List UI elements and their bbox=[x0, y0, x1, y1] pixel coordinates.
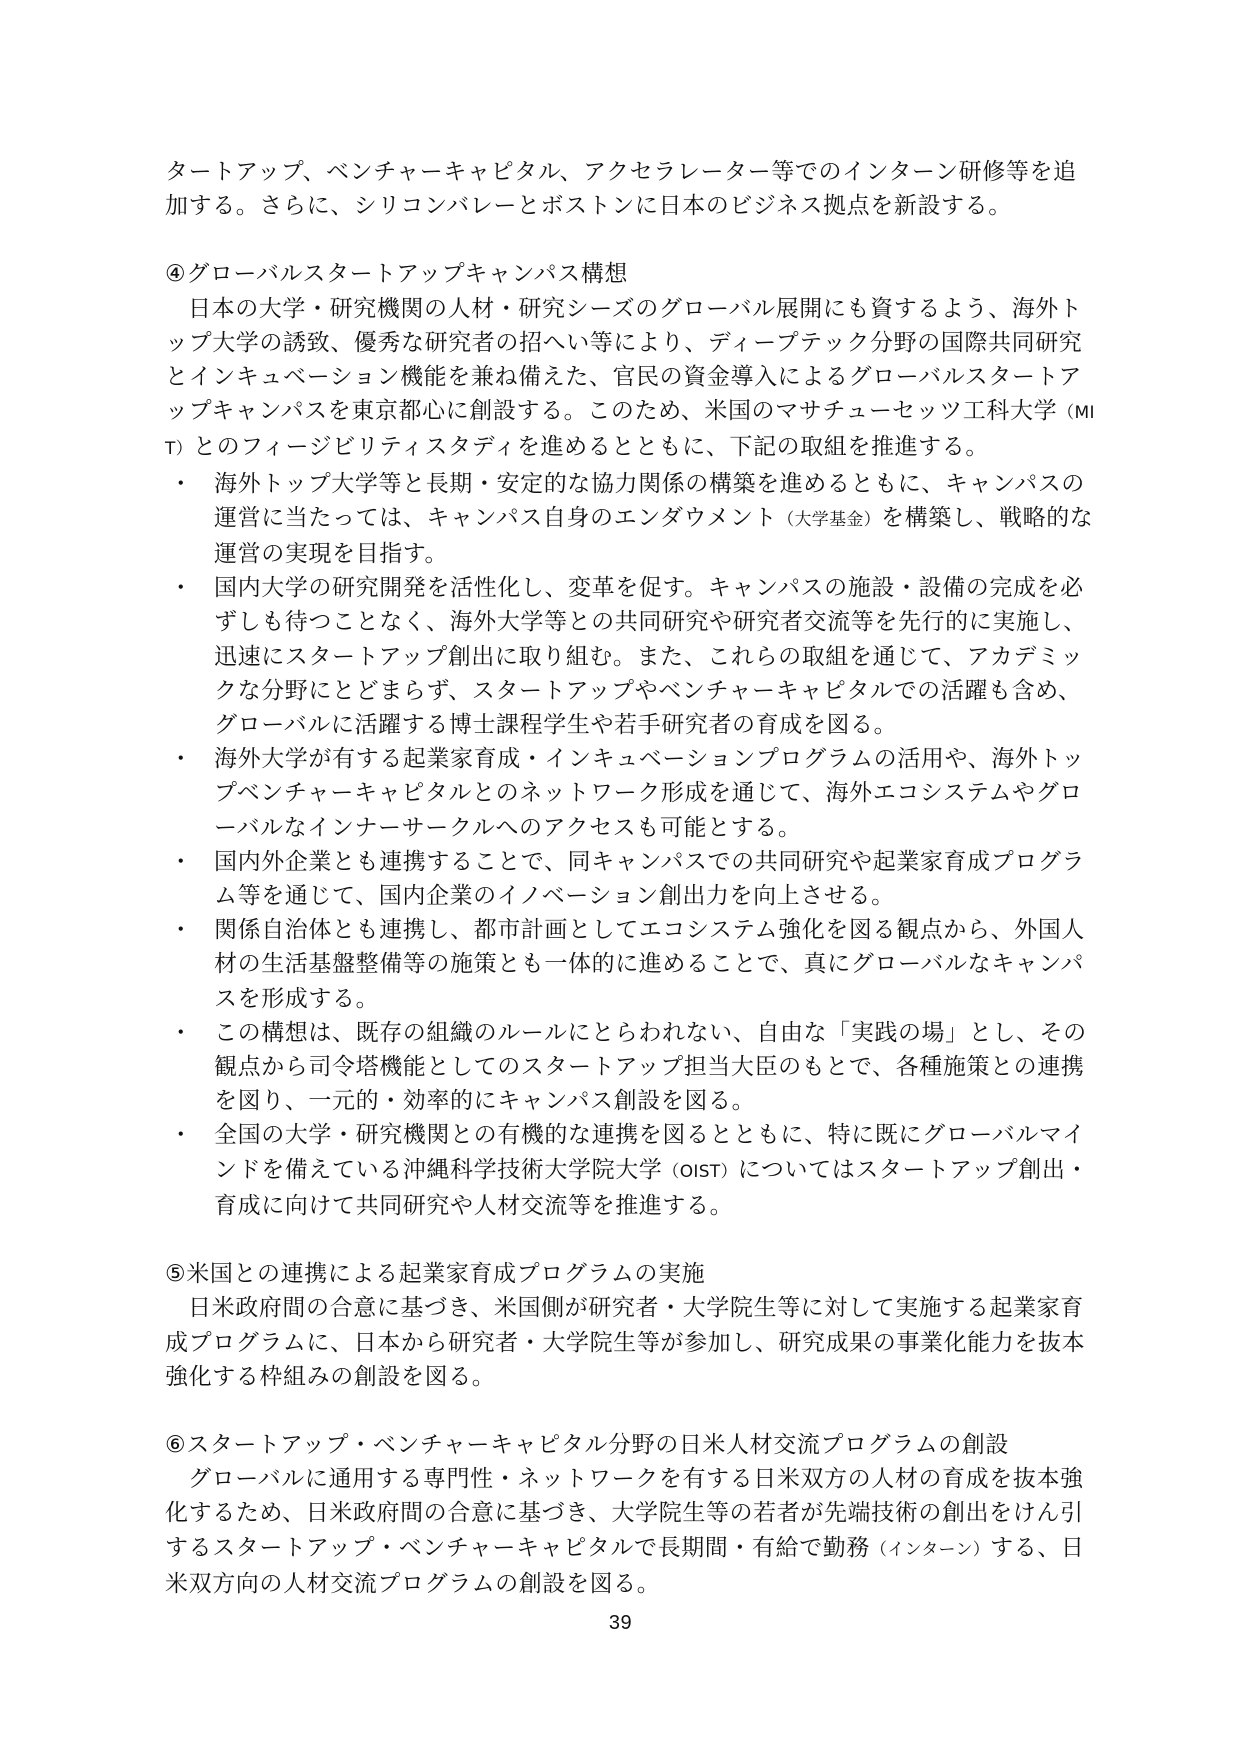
bullet-text: 国内外企業とも連携することで、同キャンパスでの共同研究や起業家育成プログラム等を通じて、国内企業のイノベーション創出力を向上させる。 bbox=[214, 848, 1086, 910]
intern-note: （インターン） bbox=[870, 1539, 991, 1560]
page-number: 39 bbox=[608, 1612, 633, 1634]
bullet-item bbox=[165, 1016, 1100, 1119]
bullet-text: 全国の大学・研究機関との有機的な連携を図るとともに、特に既にグローバルマインドを備えている沖縄科学技術大学院大学 bbox=[214, 1122, 1086, 1183]
section-6-heading: ⑥スタートアップ・ベンチャーキャピタル分野の日米人材交流プログラムの創設 bbox=[165, 1431, 1009, 1458]
bullet-marker: ・ bbox=[169, 575, 193, 602]
bullet-item bbox=[165, 742, 1100, 845]
bullet-text: 関係自治体とも連携し、都市計画としてエコシステム強化を図る観点から、外国人材の生活基盤整備等の施策とも一体的に進めることで、真にグローバルなキャンパスを形成する。 bbox=[214, 917, 1085, 1012]
page-content bbox=[165, 155, 1100, 1601]
bullet-item bbox=[165, 571, 1100, 742]
bullet-marker: ・ bbox=[169, 1122, 193, 1149]
section-4-heading: ④グローバルスタートアップキャンパス構想 bbox=[165, 261, 628, 288]
bullet-text: この構想は、既存の組織のルールにとらわれない、自由な「実践の場」とし、その観点から司令塔機能としてのスタートアップ担当大臣のもとで、各種施策との連携を図り、一元的・効率的にキャンパス創設を図る。 bbox=[214, 1019, 1087, 1115]
section-4-bullet-list bbox=[165, 467, 1100, 1223]
spacer bbox=[165, 223, 1100, 257]
bullet-item bbox=[165, 913, 1100, 1016]
bullet-text: 海外トップ大学等と長期・安定的な協力関係の構築を進めるともに、キャンパスの運営に当たっては、キャンパス自身のエンダウメント bbox=[214, 470, 1085, 531]
spacer bbox=[165, 1394, 1100, 1428]
section-4-intro-text-1: 日本の大学・研究機関の人材・研究シーズのグローバル展開にも資するよう、海外トップ大学の誘致、優秀な研究者の招へい等により、ディープテック分野の国際共同研究とインキュベーション機能を兼ね備えた、官民の資金導入によるグローバルスタートアップキャンパスを東京都心に創設する。このため、米国のマサチューセッツ工科大学 bbox=[165, 295, 1083, 425]
section-4-intro-text-2: とのフィージビリティスタディを進めるとともに、下記の取組を推進する。 bbox=[192, 434, 989, 461]
section-4-intro bbox=[165, 292, 1100, 467]
bullet-text-cont: についてはスタートアップ創出・育成に向けて共同研究や人材交流等を推進する。 bbox=[214, 1156, 1090, 1219]
bullet-item bbox=[165, 467, 1100, 572]
bullet-item bbox=[165, 1118, 1100, 1223]
section-6-body-text-2: する、日米双方向の人材交流プログラムの創設を図る。 bbox=[165, 1534, 1085, 1597]
bullet-item bbox=[165, 845, 1100, 913]
bullet-marker: ・ bbox=[169, 746, 193, 773]
bullet-marker: ・ bbox=[169, 470, 193, 497]
continuation-paragraph: タートアップ、ベンチャーキャピタル、アクセラレーター等でのインターン研修等を追加する。さらに、シリコンバレーとボストンに日本のビジネス拠点を新設する。 bbox=[165, 159, 1077, 220]
bullet-note: （OIST） bbox=[662, 1161, 738, 1182]
bullet-marker: ・ bbox=[169, 1019, 193, 1046]
section-5-heading: ⑤米国との連携による起業家育成プログラムの実施 bbox=[165, 1261, 706, 1288]
bullet-text: 海外大学が有する起業家育成・インキュベーションプログラムの活用や、海外トップベンチャーキャピタルとのネットワーク形成を通じて、海外エコシステムやグローバルなインナーサークルへのアクセスも可能とする。 bbox=[214, 746, 1085, 841]
bullet-note: （大学基金） bbox=[777, 509, 881, 530]
bullet-text-cont: を構築し、戦略的な運営の実現を目指す。 bbox=[214, 504, 1094, 568]
bullet-text: 国内大学の研究開発を活性化し、変革を促す。キャンパスの施設・設備の完成を必ずしも待つことなく、海外大学等との共同研究や研究者交流等を先行的に実施し、迅速にスタートアップ創出に取り組む。また、これらの取組を通じて、アカデミックな分野にとどまらず、スタートアップやベンチャーキャピタルでの活躍も含め、グローバルに活躍する博士課程学生や若手研究者の育成を図る。 bbox=[214, 575, 1087, 739]
section-6-body bbox=[165, 1462, 1100, 1601]
bullet-marker: ・ bbox=[169, 848, 193, 875]
section-6-body-text-1: グローバルに通用する専門性・ネットワークを有する日米双方の人材の育成を抜本強化するため、日米政府間の合意に基づき、大学院生等の若者が先端技術の創出をけん引するスタートアップ・ベンチャーキャピタルで長期間・有給で勤務 bbox=[165, 1466, 1084, 1561]
section-5-body: 日米政府間の合意に基づき、米国側が研究者・大学院生等に対して実施する起業家育成プログラムに、日本から研究者・大学院生等が参加し、研究成果の事業化能力を抜本強化する枠組みの創設を図る。 bbox=[165, 1295, 1086, 1390]
spacer bbox=[165, 1223, 1100, 1257]
mit-abbreviation: （MIT） bbox=[165, 403, 1095, 460]
bullet-marker: ・ bbox=[169, 917, 193, 944]
